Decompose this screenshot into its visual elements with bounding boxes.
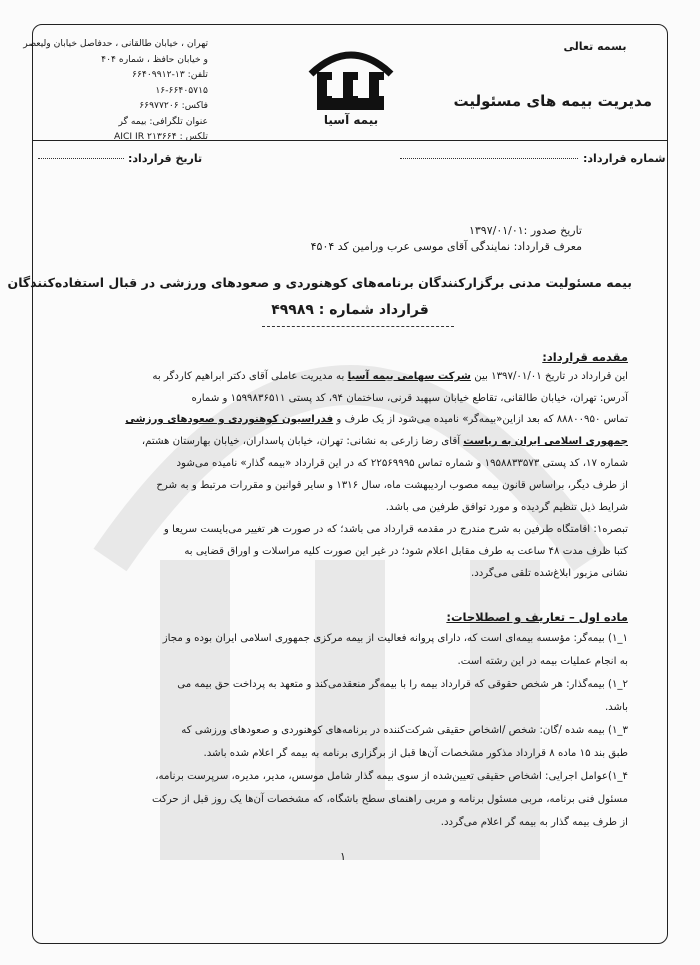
- basmala: بسمه تعالی: [563, 40, 627, 53]
- address-line: و خیابان حافظ ، شماره ۴۰۴: [101, 53, 208, 65]
- definition-line: مسئول فنی برنامه، مربی مسئول برنامه و مربی راهنمای سطح باشگاه، که مشخصات آن‌ها یک روز قبل از حرکت: [151, 794, 628, 805]
- page-number: ۱: [340, 850, 346, 863]
- insurer-company-name: شرکت سهامی بیمه آسیا: [347, 371, 471, 382]
- definition-line: طبق بند ۱۵ ماده ۸ قرارداد مذکور مشخصات آن‌ها قبل از برگزاری برنامه به بیمه گر اعلام شده باشد.: [203, 748, 628, 759]
- definition-line: باشد.: [604, 702, 628, 713]
- definition-line: ۳_۱) بیمه شده /گان: شخص /اشخاص حقیقی شرکت‌کننده در برنامه‌های کوهنوردی و صعودهای ورزشی که: [181, 725, 628, 736]
- contract-date-field: [38, 158, 124, 159]
- contract-date-label: تاریخ قرارداد:: [128, 152, 203, 165]
- intro-text: آقای رضا زارعی به نشانی: تهران، خیابان پاسداران، خیابان بهارستان هشتم،: [141, 436, 461, 447]
- federation-country: جمهوری اسلامی ایران به ریاست: [463, 436, 628, 447]
- sender-address: [23, 36, 208, 145]
- telegraph-line: عنوان تلگرافی: بیمه گر: [118, 115, 208, 127]
- fax-line: فاکس: ۶۶۹۷۷۲۰۶: [139, 100, 208, 111]
- definition-line: از طرف بیمه گذار به بیمه گر اعلام می‌گردد.: [440, 817, 628, 828]
- logo-text: بیمه آسیا: [323, 113, 379, 127]
- document-title: بیمه مسئولیت مدنی برگزارکنندگان برنامه‌های کوهنوردی و صعودهای ورزشی در قبال استفاده‌کنندگان: [7, 275, 632, 290]
- intro-line-7: شرایط ذیل تنظیم گردیده و مورد توافق طرفین می باشد.: [385, 502, 628, 513]
- contract-number-title: قرارداد شماره : ۴۹۹۸۹: [271, 302, 429, 318]
- federation-name: فدراسیون کوهنوردی و صعودهای ورزشی: [125, 414, 334, 425]
- telex-line: تلکس : AICI IR ۲۱۳۶۶۴: [114, 131, 208, 142]
- intro-line-2: آدرس: تهران، خیابان طالقانی، تقاطع خیابان سپهبد قرنی، ساختمان ۹۴، کد پستی ۱۵۹۹۸۳۶۵۱۱ و شماره: [191, 393, 628, 404]
- intro-line-5: شماره ۱۷، کد پستی ۱۹۵۸۸۳۳۵۷۳ و شماره تماس ۲۲۵۶۹۹۹۵ که در این قرارداد «بیمه گذار» نامیده می‌شود: [176, 458, 628, 469]
- definition-line: ۱_۱) بیمه‌گر: مؤسسه بیمه‌ای است که، دارای پروانه فعالیت از بیمه مرکزی جمهوری اسلامی ایران بوده و مجاز: [162, 633, 628, 644]
- definition-line: ۴_۱)عوامل اجرایی: اشخاص حقیقی تعیین‌شده از سوی بیمه گذار شامل موسس، مدیر، مدیره، سرپرست برنامه،: [155, 771, 628, 782]
- definition-line: ۲_۱) بیمه‌گذار: هر شخص حقوقی که قرارداد بیمه را با بیمه‌گر منعقدمی‌کند و متعهد به پرداخت حق بیمه می: [177, 679, 628, 690]
- contract-introducer: معرف قرارداد: نمایندگی آقای موسی عرب ورامین کد ۴۵۰۴: [310, 240, 582, 253]
- note-line-2: کتبا ظرف مدت ۴۸ ساعت به طرف مقابل اعلام شود؛ در غیر این صورت کلیه مراسلات و اوراق قضایی به: [184, 546, 628, 557]
- intro-text: به مدیریت عاملی آقای دکتر ابراهیم کاردگر به: [152, 371, 345, 382]
- intro-line-1: [68, 371, 628, 382]
- contract-number-label: شماره قرارداد:: [583, 152, 666, 165]
- address-line: تهران ، خیابان طالقانی ، حدفاصل خیابان ولیعصر: [23, 38, 208, 49]
- intro-line-3: [68, 414, 628, 425]
- note-line-3: نشانی مزبور ابلاغ‌شده تلقی می‌گردد.: [470, 568, 628, 579]
- article1-heading: ماده اول – تعاریف و اصطلاحات:: [446, 610, 628, 624]
- intro-text: این قرارداد در تاریخ ۱۳۹۷/۰۱/۰۱ بین: [474, 371, 628, 382]
- definition-line: به انجام عملیات بیمه در این رشته است.: [457, 656, 628, 667]
- issue-date: تاریخ صدور :۱۳۹۷/۰۱/۰۱: [468, 224, 582, 237]
- intro-heading: مقدمه قرارداد:: [542, 350, 628, 364]
- intro-text: تماس ۸۸۸۰۰۹۵۰ که بعد ازاین«بیمه‌گر» نامیده می‌شود از یک طرف و: [336, 414, 628, 425]
- title-separator: [262, 326, 454, 327]
- phone-line: ۱۶-۶۶۴۰۵۷۱۵: [155, 84, 208, 96]
- note-line-1: تبصره۱: اقامتگاه طرفین به شرح مندرج در مقدمه قرارداد می باشد؛ که در صورت هر تغییر می‌بایست سریعا و: [163, 524, 628, 535]
- phone-line: تلفن: ۱۳-۶۶۴۰۹۹۱۲: [132, 69, 208, 80]
- contract-number-field: [400, 158, 578, 159]
- intro-line-4: [68, 436, 628, 447]
- department-title: مدیریت بیمه های مسئولیت: [453, 92, 652, 110]
- intro-line-6: از طرف دیگر، براساس قانون بیمه مصوب اردیبهشت ماه، سال ۱۳۱۶ و سایر قوانین و مقررات مرتبط و به شرح: [156, 480, 628, 491]
